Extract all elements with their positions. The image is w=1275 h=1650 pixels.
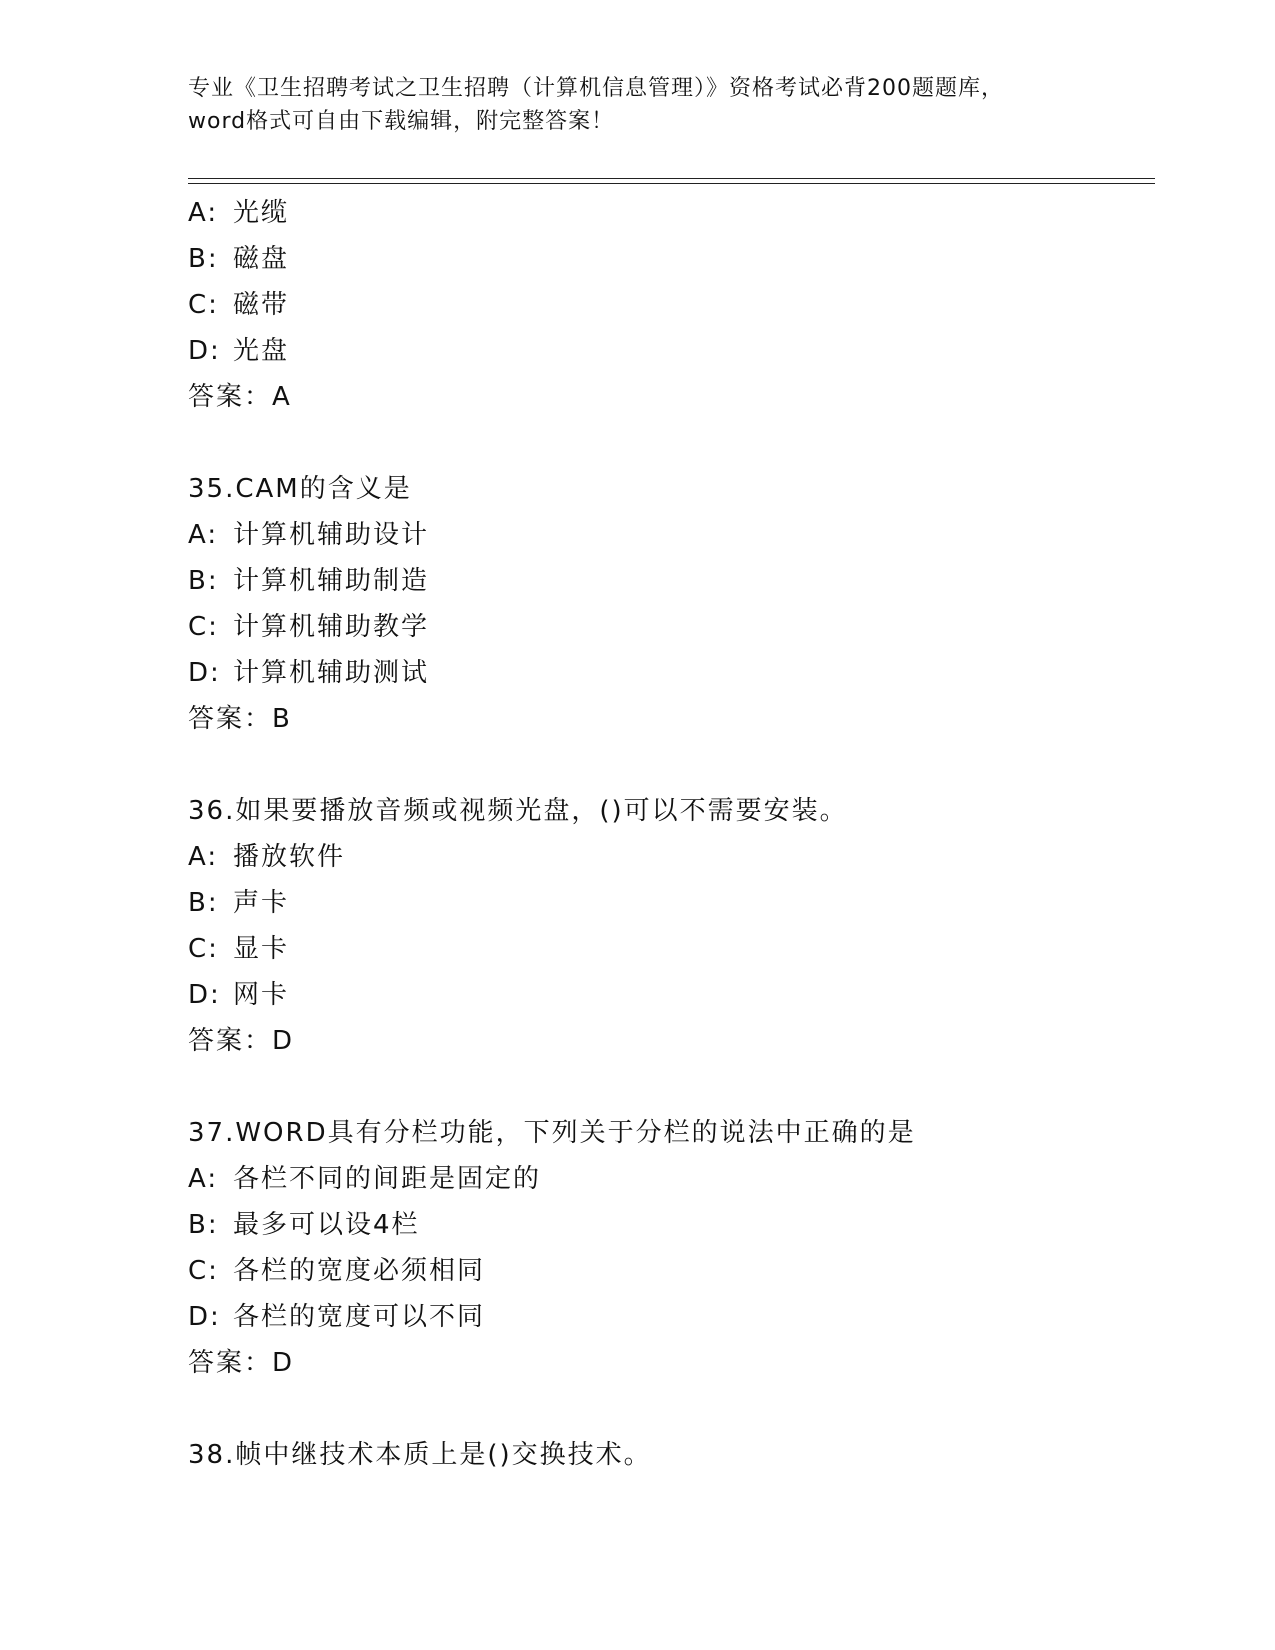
- option-c: C: 计算机辅助教学: [188, 612, 430, 642]
- spacer: [188, 1386, 1148, 1432]
- question-text: 37.WORD具有分栏功能，下列关于分栏的说法中正确的是: [188, 1118, 916, 1148]
- option-c: C: 磁带: [188, 290, 290, 320]
- header-title-line-1: 专业《卫生招聘考试之卫生招聘（计算机信息管理）》资格考试必背200题题库，: [188, 76, 1004, 101]
- option-b: B: 声卡: [188, 888, 290, 918]
- option-c: C: 各栏的宽度必须相同: [188, 1256, 486, 1286]
- option-b: B: 计算机辅助制造: [188, 566, 430, 596]
- option-d: D: 各栏的宽度可以不同: [188, 1302, 486, 1332]
- header-title-line-2: word格式可自由下载编辑，附完整答案！: [188, 109, 615, 134]
- option-a: A: 各栏不同的间距是固定的: [188, 1164, 542, 1194]
- question-item: [188, 466, 1148, 742]
- header-divider-bottom: [188, 183, 1155, 184]
- option-b: B: 最多可以设4栏: [188, 1210, 420, 1240]
- question-text: 38.帧中继技术本质上是()交换技术。: [188, 1440, 652, 1470]
- option-d: D: 网卡: [188, 980, 290, 1010]
- option-d: D: 光盘: [188, 336, 290, 366]
- spacer: [188, 1064, 1148, 1110]
- question-item: [188, 190, 1148, 420]
- document-header: [188, 72, 1088, 138]
- answer: 答案：D: [188, 1026, 295, 1056]
- option-c: C: 显卡: [188, 934, 290, 964]
- option-a: A: 光缆: [188, 198, 290, 228]
- option-b: B: 磁盘: [188, 244, 290, 274]
- question-item: [188, 788, 1148, 1064]
- answer: 答案：D: [188, 1348, 295, 1378]
- question-text: 36.如果要播放音频或视频光盘，()可以不需要安装。: [188, 796, 848, 826]
- question-list: [188, 190, 1148, 1478]
- option-a: A: 播放软件: [188, 842, 346, 872]
- option-a: A: 计算机辅助设计: [188, 520, 430, 550]
- question-item: [188, 1110, 1148, 1386]
- spacer: [188, 420, 1148, 466]
- header-divider-top: [188, 178, 1155, 179]
- answer: 答案：B: [188, 704, 292, 734]
- spacer: [188, 742, 1148, 788]
- answer: 答案：A: [188, 382, 292, 412]
- question-text: 35.CAM的含义是: [188, 474, 412, 504]
- question-item: [188, 1432, 1148, 1478]
- option-d: D: 计算机辅助测试: [188, 658, 430, 688]
